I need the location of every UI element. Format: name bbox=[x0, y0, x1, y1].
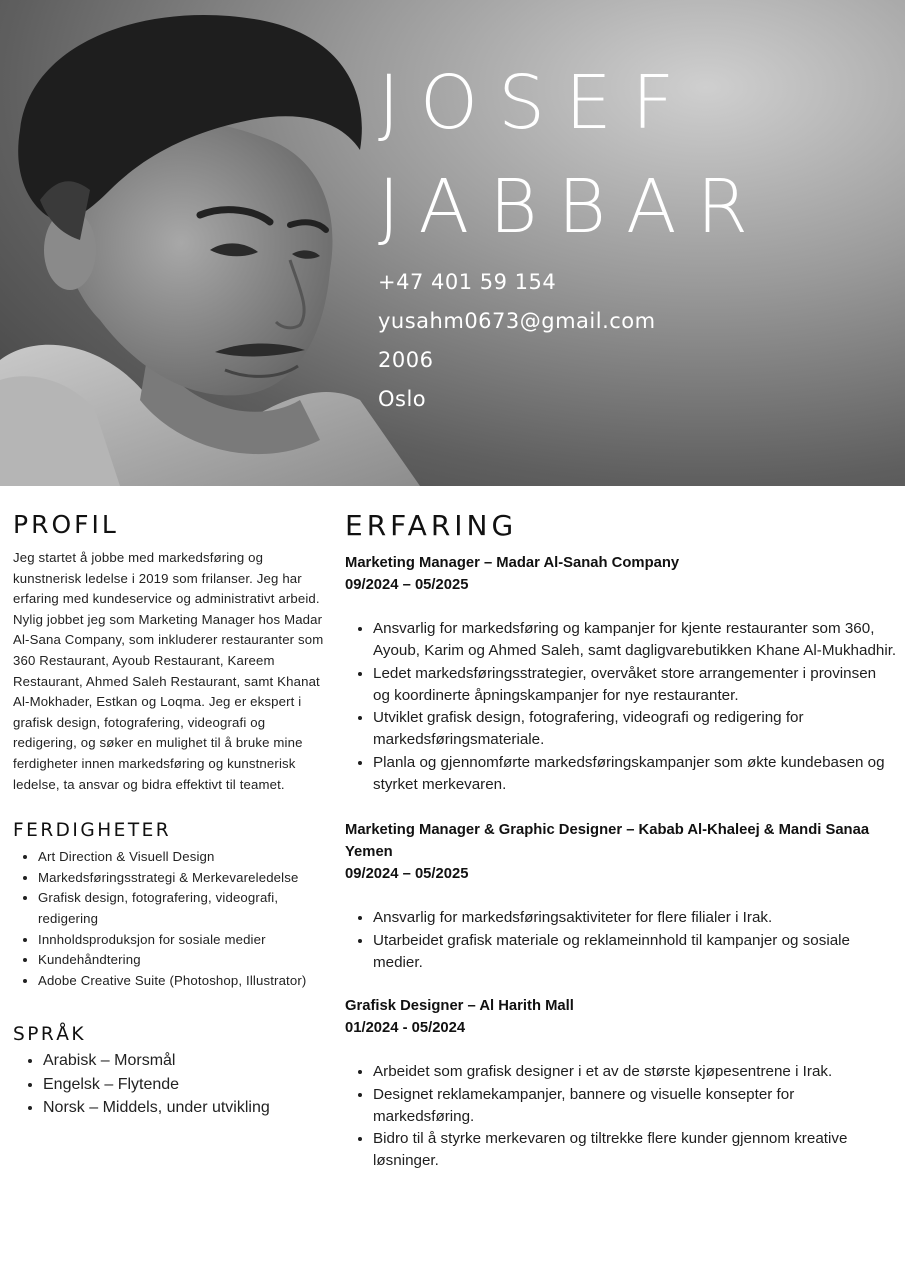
right-column bbox=[345, 508, 897, 1173]
left-column bbox=[13, 508, 328, 1120]
contact-info bbox=[378, 266, 656, 422]
job-entry bbox=[345, 995, 897, 1172]
job-dates: 09/2024 – 05/2025 bbox=[345, 866, 469, 883]
list-item: • Art Direction & Visuell Design bbox=[38, 847, 328, 868]
list-item: • Ledet markedsføringsstrategier, overvåket store arrangementer i provinsen og koordinerte åpningskampanjer for nye restauranter. bbox=[373, 663, 897, 708]
profile-text: Jeg startet å jobbe med markedsføring og kunstnerisk ledelse i 2019 som frilanser. Jeg har erfaring med kundeservice og administrativt arbeid. Nylig jobbet jeg som Marketing Manager hos Madar Al-Sana Company, som inkluderer restauranter som 360 Restaurant, Ayoub Restaurant, Kareem Restaurant, Ahmed Saleh Restaurant, samt Khanat Al-Mokhader, Estkan og Loqma. Jeg er ekspert i grafisk design, fotografering, videografi og redigering, og søker en mulighet til å bruke mine ferdigheter innen markedsføring og kunstnerisk ledelse, ta ansvar og bidra effektivt til teamet. bbox=[13, 550, 324, 792]
list-item: • Kundehåndtering bbox=[38, 950, 328, 971]
list-item: • Adobe Creative Suite (Photoshop, Illustrator) bbox=[38, 971, 328, 992]
list-item: • Grafisk design, fotografering, videografi, redigering bbox=[38, 888, 328, 929]
languages-heading: SPRÅK bbox=[13, 1024, 87, 1046]
list-item: • Arbeidet som grafisk designer i et av de største kjøpesentrene i Irak. bbox=[373, 1061, 897, 1083]
list-item: • Bidro til å styrke merkevaren og tiltrekke flere kunder gjennom kreative løsninger. bbox=[373, 1128, 897, 1173]
job-title: Marketing Manager – Madar Al-Sanah Company bbox=[345, 555, 680, 571]
list-item: • Designet reklamekampanjer, bannere og visuelle konsepter for markedsføring. bbox=[373, 1084, 897, 1129]
phone-number: +47 401 59 154 bbox=[378, 270, 557, 294]
list-item: • Ansvarlig for markedsføring og kampanjer for kjente restauranter som 360, Ayoub, Karim og Ahmed Saleh, samt dagligvarebutikken Khane Al-Mukhadhir. bbox=[373, 618, 897, 663]
header-banner bbox=[0, 0, 905, 486]
job-entry bbox=[345, 819, 897, 974]
languages-list bbox=[13, 1049, 328, 1120]
last-name: JABBAR bbox=[378, 164, 769, 250]
first-name: JOSEF bbox=[378, 60, 695, 146]
job-dates: 01/2024 - 05/2024 bbox=[345, 1020, 466, 1037]
job-title: Marketing Manager & Graphic Designer – Kabab Al-Khaleej & Mandi Sanaa Yemen bbox=[345, 822, 870, 861]
skills-heading: FERDIGHETER bbox=[13, 820, 172, 842]
city: Oslo bbox=[378, 387, 427, 411]
profile-heading: PROFIL bbox=[13, 510, 119, 539]
list-item: • Arabisk – Morsmål bbox=[43, 1049, 328, 1073]
list-item: • Utviklet grafisk design, fotografering, videografi og redigering for markedsføringsmateriale. bbox=[373, 707, 897, 752]
job-entry bbox=[345, 552, 897, 796]
duties-list bbox=[345, 907, 897, 974]
list-item: • Engelsk – Flytende bbox=[43, 1073, 328, 1097]
birth-year: 2006 bbox=[378, 348, 434, 372]
list-item: • Planla og gjennomførte markedsføringskampanjer som økte kundebasen og styrket merkevaren. bbox=[373, 752, 897, 797]
job-title: Grafisk Designer – Al Harith Mall bbox=[345, 998, 574, 1015]
duties-list bbox=[345, 1061, 897, 1172]
list-item: • Markedsføringsstrategi & Merkevareledelse bbox=[38, 868, 328, 889]
email-address: yusahm0673@gmail.com bbox=[378, 309, 656, 333]
list-item: • Norsk – Middels, under utvikling bbox=[43, 1096, 328, 1120]
duties-list bbox=[345, 618, 897, 796]
list-item: • Innholdsproduksjon for sosiale medier bbox=[38, 930, 328, 951]
experience-heading: ERFARING bbox=[345, 509, 518, 542]
job-dates: 09/2024 – 05/2025 bbox=[345, 577, 469, 593]
list-item: • Utarbeidet grafisk materiale og reklameinnhold til kampanjer og sosiale medier. bbox=[373, 930, 897, 975]
skills-list bbox=[13, 847, 328, 991]
list-item: • Ansvarlig for markedsføringsaktiviteter for flere filialer i Irak. bbox=[373, 907, 897, 929]
